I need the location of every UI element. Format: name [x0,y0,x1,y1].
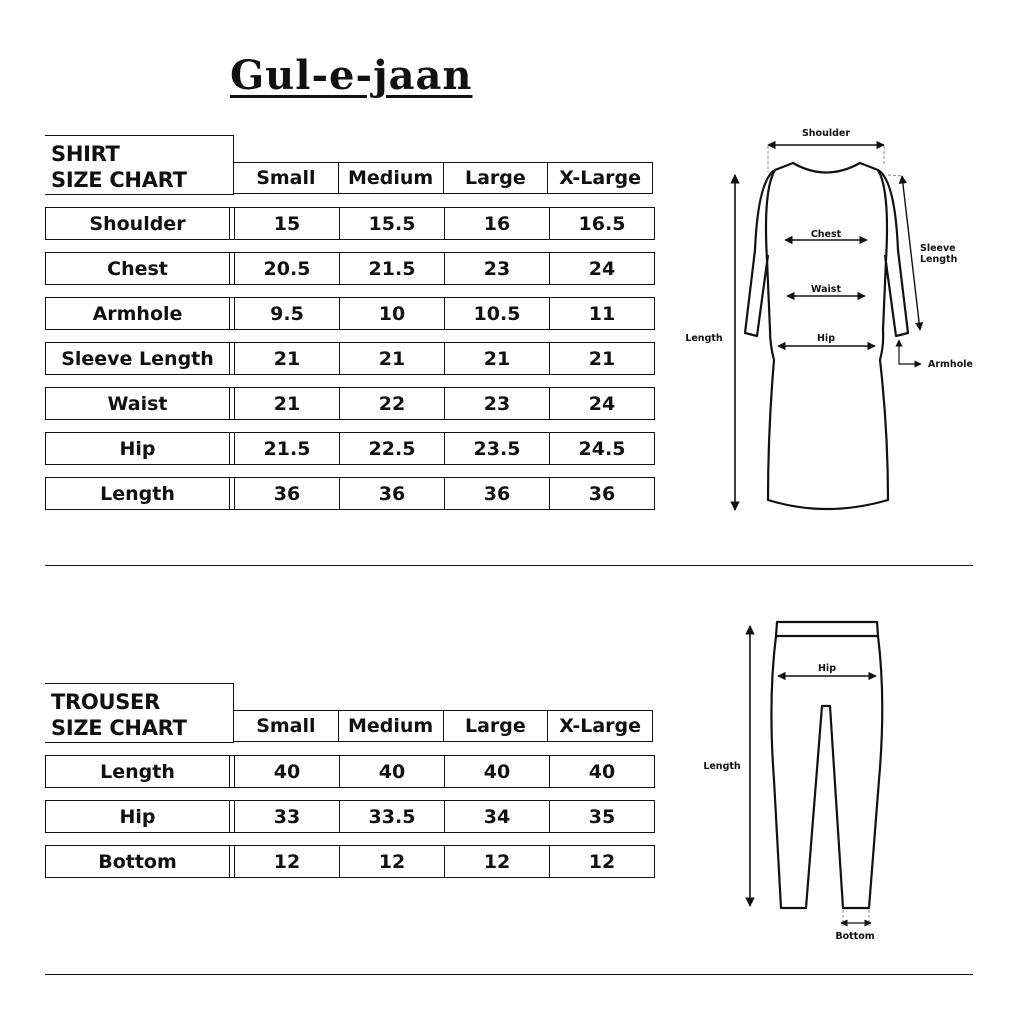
hip-label: Hip [816,333,836,344]
value-cell: 24 [549,253,654,284]
value-cell: 21 [273,347,301,370]
value-cell: 15 [273,212,301,235]
row-label: Hip [119,805,156,828]
value-cell: 22 [339,388,444,419]
row-label: Bottom [98,850,177,873]
value-cell: 21.5 [263,437,311,460]
size-header-xlarge: X-Large [547,711,652,741]
row-label: Length [100,760,175,783]
sleeve-length-label-2: Length [920,254,958,265]
length-label: Length [685,333,723,344]
trouser-title-line1: TROUSER [51,690,160,714]
armhole-label: Armhole [928,359,973,370]
trouser-hip-label: Hip [817,663,837,674]
value-cell: 10 [339,298,444,329]
value-cell: 16 [444,208,549,239]
chest-label: Chest [810,229,842,240]
size-header-medium: Medium [338,711,443,741]
value-cell: 21.5 [339,253,444,284]
value-cell: 23.5 [444,433,549,464]
value-cell: 9.5 [270,302,304,325]
value-cell: 40 [339,756,444,787]
value-cell: 12 [444,846,549,877]
value-cell: 34 [444,801,549,832]
value-cell: 22.5 [339,433,444,464]
row-label: Chest [107,257,168,280]
value-cell: 21 [549,343,654,374]
value-cell: 24.5 [549,433,654,464]
value-cell: 15.5 [339,208,444,239]
trouser-bottom-label: Bottom [835,931,875,942]
brand-title: Gul-e-jaan [230,52,473,99]
value-cell: 12 [549,846,654,877]
size-header-medium: Medium [338,163,443,193]
value-cell: 20.5 [263,257,311,280]
value-cell: 36 [549,478,654,509]
size-header-xlarge: X-Large [547,163,652,193]
value-cell: 12 [273,850,301,873]
value-cell: 40 [273,760,301,783]
value-cell: 24 [549,388,654,419]
shirt-title-line1: SHIRT [51,142,120,166]
value-cell: 16.5 [549,208,654,239]
shirt-title-line2: SIZE CHART [51,168,187,192]
row-label: Waist [107,392,168,415]
value-cell: 12 [339,846,444,877]
sleeve-length-label-1: Sleeve [920,243,956,254]
waist-label: Waist [810,284,842,295]
value-cell: 36 [444,478,549,509]
value-cell: 23 [444,388,549,419]
value-cell: 21 [273,392,301,415]
size-header-small: Small [233,711,338,741]
value-cell: 33.5 [339,801,444,832]
value-cell: 21 [339,343,444,374]
trouser-length-label: Length [703,761,741,772]
value-cell: 36 [273,482,301,505]
shoulder-label: Shoulder [801,128,851,139]
row-label: Armhole [92,302,183,325]
value-cell: 36 [339,478,444,509]
row-label: Length [100,482,175,505]
value-cell: 40 [549,756,654,787]
value-cell: 11 [549,298,654,329]
row-label: Shoulder [89,212,186,235]
value-cell: 40 [444,756,549,787]
row-label: Hip [119,437,156,460]
value-cell: 10.5 [444,298,549,329]
value-cell: 35 [549,801,654,832]
size-header-large: Large [443,711,548,741]
trouser-title-line2: SIZE CHART [51,716,187,740]
value-cell: 21 [444,343,549,374]
size-header-small: Small [233,163,338,193]
size-header-large: Large [443,163,548,193]
row-label: Sleeve Length [61,347,214,370]
value-cell: 23 [444,253,549,284]
value-cell: 33 [273,805,301,828]
